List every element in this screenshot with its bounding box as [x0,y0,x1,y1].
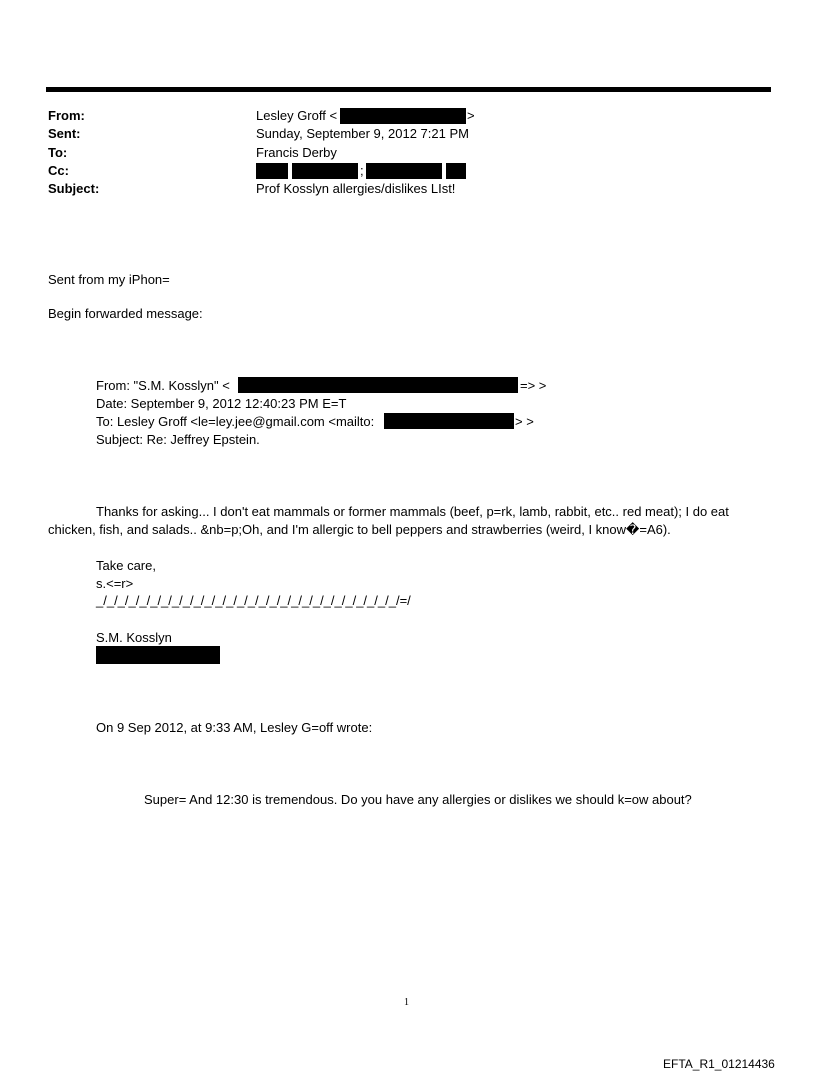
fwd-subject-line: Subject: Re: Jeffrey Epstein. [96,432,260,447]
redaction-fwd-to-email [384,413,514,429]
cc-separator: ; [360,163,364,178]
subject-value: Prof Kosslyn allergies/dislikes LIst! [256,181,456,196]
header-rule [46,87,771,92]
quoted-message-line: Super= And 12:30 is tremendous. Do you have any allergies or dislikes we should k=ow about? [144,792,692,807]
redaction-cc-3 [366,163,442,179]
to-value: Francis Derby [256,145,337,160]
quote-intro-line: On 9 Sep 2012, at 9:33 AM, Lesley G=off wrote: [96,720,373,735]
redaction-cc-2 [292,163,358,179]
redaction-from-email [340,108,466,124]
bates-number: EFTA_R1_01214436 [663,1057,775,1071]
cc-label: Cc: [48,163,69,178]
to-label: To: [48,145,68,160]
from-close: > [467,108,475,123]
redaction-cc-4 [446,163,466,179]
signature-underline: _/_/_/_/_/_/_/_/_/_/_/_/_/_/_/_/_/_/_/_/_/_/_/_/_/_/_/_/=/ [96,593,411,608]
fwd-from-line: From: "S.M. Kosslyn" < [96,378,230,393]
fwd-to-line: To: Lesley Groff <le=ley.jee@gmail.com <mailto: [96,414,375,429]
fwd-to-suffix: > > [515,414,534,429]
subject-label: Subject: [48,181,100,196]
from-label: From: [48,108,85,123]
message-paragraph-line-2: chicken, fish, and salads.. &nb=p;Oh, and I'm allergic to bell peppers and strawberries (weird, I know�=A6). [48,522,671,537]
sent-from-line: Sent from my iPhon= [48,272,170,287]
fwd-from-suffix: => > [520,378,547,393]
signature-initials: s.<=r> [96,576,134,591]
take-care-line: Take care, [96,558,156,573]
sent-label: Sent: [48,126,81,141]
redaction-signature [96,646,220,664]
sent-value: Sunday, September 9, 2012 7:21 PM [256,126,469,141]
from-value: Lesley Groff < [256,108,338,123]
fwd-date-line: Date: September 9, 2012 12:40:23 PM E=T [96,396,347,411]
redaction-fwd-from-email [238,377,518,393]
page-number: 1 [404,997,409,1008]
redaction-cc-1 [256,163,288,179]
begin-forwarded-line: Begin forwarded message: [48,306,203,321]
message-paragraph-line-1: Thanks for asking... I don't eat mammals or former mammals (beef, p=rk, lamb, rabbit, etc.. red meat); I do eat [96,504,729,519]
signature-name: S.M. Kosslyn [96,630,172,645]
